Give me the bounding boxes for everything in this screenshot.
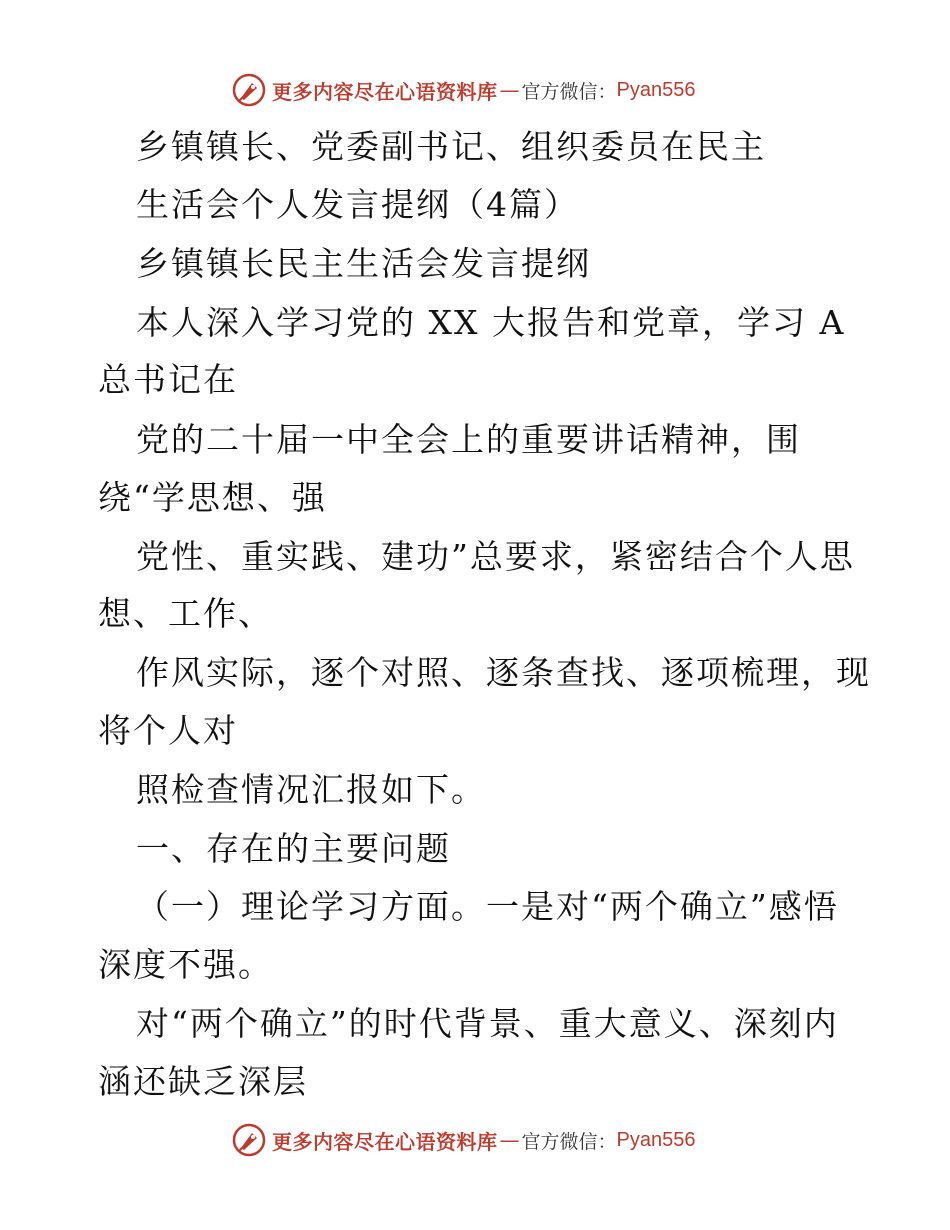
doc-title-line-2: 生活会个人发言提纲（4篇）	[136, 185, 579, 224]
paragraph-line: 绕“学思想、强	[98, 478, 327, 517]
paragraph-line: 深度不强。	[98, 945, 273, 984]
watermark-official-label: 官方微信：	[521, 1130, 617, 1153]
section-heading: 一、存在的主要问题	[136, 829, 451, 868]
paragraph-line: 党性、重实践、建功”总要求，紧密结合个人思	[136, 537, 855, 576]
watermark-site-text: 更多内容尽在心语资料库	[272, 1129, 498, 1154]
doc-title-line-1: 乡镇镇长、党委副书记、组织委员在民主	[136, 127, 766, 166]
footer-watermark	[232, 1122, 695, 1158]
header-watermark	[232, 72, 695, 108]
paragraph-line: 党的二十届一中全会上的重要讲话精神，围	[136, 420, 801, 459]
paragraph-line: 总书记在	[98, 360, 238, 399]
paragraph-line: 将个人对	[98, 711, 238, 750]
paragraph-line: （一）理论学习方面。一是对“两个确立”感悟	[136, 887, 839, 926]
paragraph-line: 作风实际，逐个对照、逐条查找、逐项梳理，现	[136, 653, 871, 692]
watermark-official-label: 官方微信：	[521, 80, 617, 103]
watermark-dash: —	[499, 1128, 520, 1152]
watermark-dash: —	[499, 78, 520, 102]
paragraph-line: 对“两个确立”的时代背景、重大意义、深刻内	[136, 1004, 839, 1043]
pen-nib-logo-icon	[232, 73, 266, 107]
paragraph-line: 想、工作、	[98, 594, 273, 633]
paragraph-line: 本人深入学习党的 XX 大报告和党章，学习 A	[136, 303, 846, 342]
paragraph-line: 涵还缺乏深层	[98, 1062, 308, 1101]
paragraph-line: 照检查情况汇报如下。	[136, 770, 486, 809]
pen-nib-logo-icon	[232, 1123, 266, 1157]
watermark-site-text: 更多内容尽在心语资料库	[272, 79, 498, 104]
watermark-account: Pyan556	[616, 78, 696, 101]
doc-subtitle: 乡镇镇长民主生活会发言提纲	[136, 244, 591, 283]
watermark-account: Pyan556	[616, 1128, 696, 1151]
